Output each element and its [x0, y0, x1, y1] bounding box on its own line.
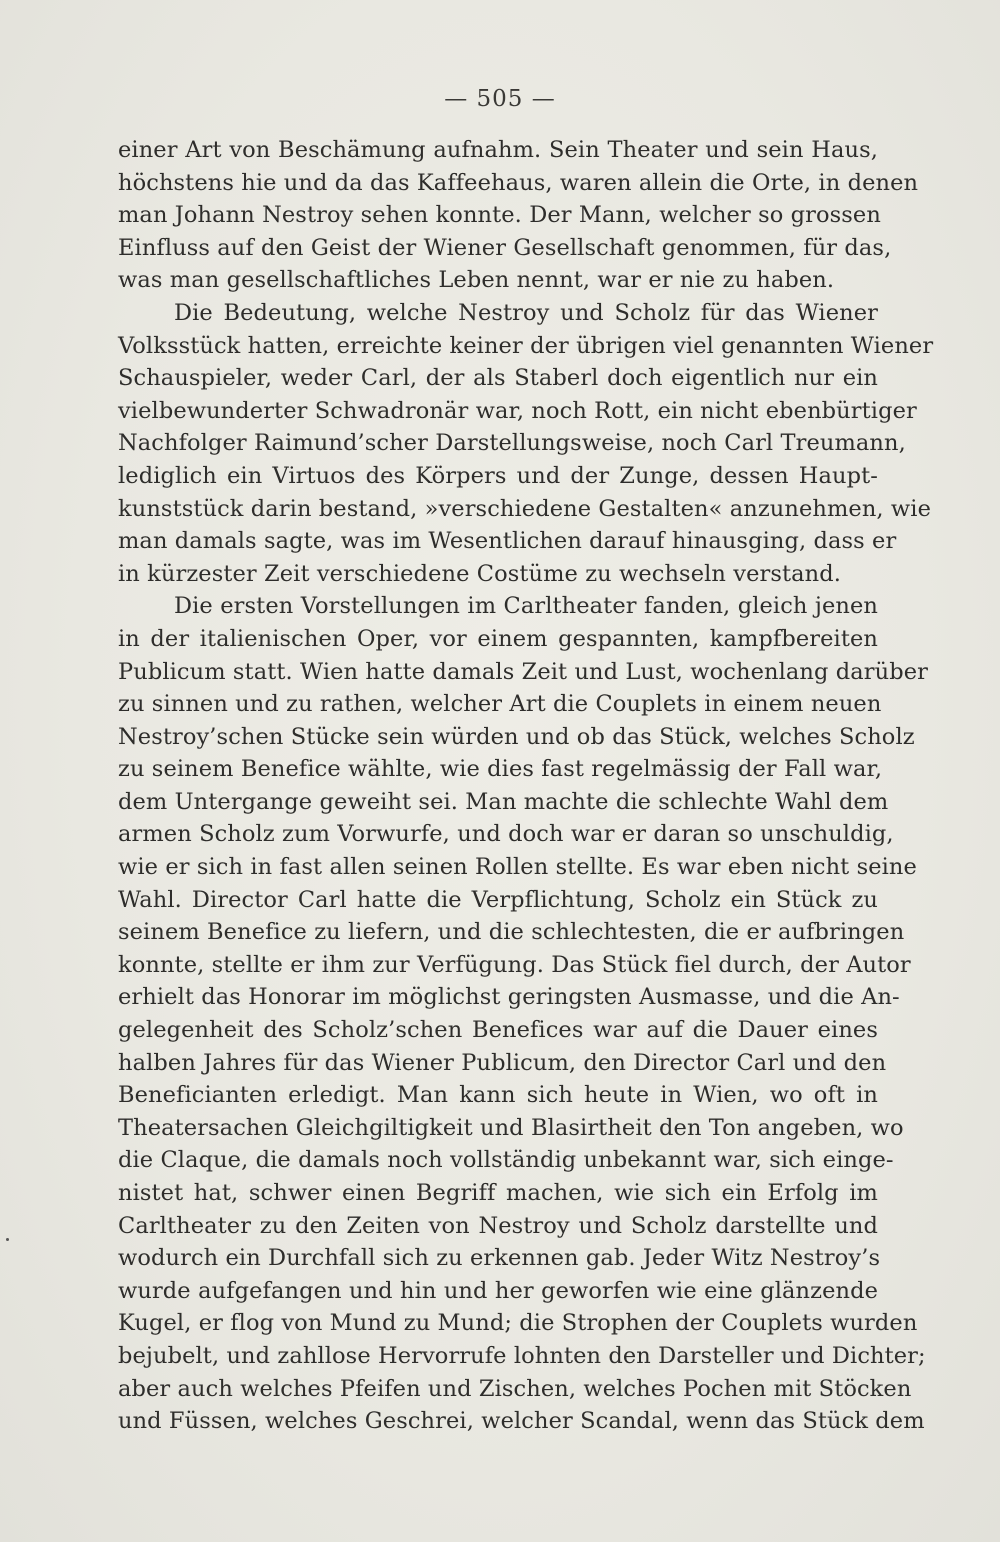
text-line: konnte, stellte er ihm zur Verfügung. Das Stück fiel durch, der Autor	[118, 951, 911, 978]
text-line: nistet hat, schwer einen Begriff machen, wie sich ein Erfolg im	[118, 1180, 878, 1206]
text-line: Wahl. Director Carl hatte die Verpflichtung, Scholz ein Stück zu	[118, 886, 878, 913]
text-line: Nestroy’schen Stücke sein würden und ob das Stück, welches Scholz	[118, 723, 915, 750]
text-line: Beneficianten erledigt. Man kann sich heute in Wien, wo oft in	[118, 1082, 878, 1109]
text-line: halben Jahres für das Wiener Publicum, den Director Carl und den	[118, 1049, 887, 1076]
text-line: Kugel, er flog von Mund zu Mund; die Strophen der Couplets wurden	[118, 1310, 918, 1337]
text-line: was man gesellschaftliches Leben nennt, war er nie zu haben.	[118, 267, 835, 294]
text-line: Theatersachen Gleichgiltigkeit und Blasirtheit den Ton angeben, wo	[118, 1114, 904, 1141]
text-line: gelegenheit des Scholz’schen Benefices war auf die Dauer eines	[118, 1017, 878, 1044]
text-line: einer Art von Beschämung aufnahm. Sein Theater und sein Haus,	[118, 137, 878, 163]
text-line: Volksstück hatten, erreichte keiner der übrigen viel genannten Wiener	[118, 332, 934, 359]
body-text	[118, 134, 934, 1438]
text-line: zu sinnen und zu rathen, welcher Art die Couplets in einem neuen	[118, 691, 882, 718]
text-line: Die ersten Vorstellungen im Carltheater fanden, gleich jenen	[174, 593, 878, 620]
text-line: Einfluss auf den Geist der Wiener Gesellschaft genommen, für das,	[118, 234, 892, 261]
text-line: wie er sich in fast allen seinen Rollen stellte. Es war eben nicht seine	[118, 854, 917, 881]
scan-speck	[6, 1238, 9, 1241]
text-line: zu seinem Benefice wählte, wie dies fast regelmässig der Fall war,	[118, 756, 883, 783]
text-line: die Claque, die damals noch vollständig unbekannt war, sich einge-	[118, 1147, 894, 1174]
text-line: kunststück darin bestand, »verschiedene Gestalten« anzunehmen, wie	[118, 495, 931, 522]
text-line: armen Scholz zum Vorwurfe, und doch war er daran so unschuldig,	[118, 821, 894, 848]
paragraph	[118, 590, 928, 1437]
text-line: aber auch welches Pfeifen und Zischen, welches Pochen mit Stöcken	[118, 1375, 912, 1402]
text-line: in der italienischen Oper, vor einem gespannten, kampfbereiten	[118, 625, 878, 652]
text-line: Die Bedeutung, welche Nestroy und Scholz für das Wiener	[174, 299, 878, 326]
text-line: Schauspieler, weder Carl, der als Staberl doch eigentlich nur ein	[118, 365, 878, 392]
text-line: man damals sagte, was im Wesentlichen darauf hinausging, dass er	[118, 528, 897, 555]
text-line: Carltheater zu den Zeiten von Nestroy und Scholz darstellte und	[118, 1212, 878, 1239]
text-line: dem Untergange geweiht sei. Man machte die schlechte Wahl dem	[118, 788, 889, 815]
text-line: und Füssen, welches Geschrei, welcher Scandal, wenn das Stück dem	[118, 1408, 925, 1435]
text-line: Publicum statt. Wien hatte damals Zeit und Lust, wochenlang darüber	[118, 658, 928, 685]
text-line: Nachfolger Raimund’scher Darstellungsweise, noch Carl Treumann,	[118, 430, 906, 457]
text-line: erhielt das Honorar im möglichst geringsten Ausmasse, und die An-	[118, 984, 900, 1011]
text-line: vielbewunderter Schwadronär war, noch Rott, ein nicht ebenbürtiger	[118, 397, 917, 424]
paragraph	[118, 134, 919, 297]
page-number: — 505 —	[444, 86, 556, 112]
text-line: man Johann Nestroy sehen konnte. Der Mann, welcher so grossen	[118, 202, 881, 229]
text-line: wurde aufgefangen und hin und her geworfen wie eine glänzende	[118, 1277, 878, 1304]
paragraph	[118, 297, 934, 590]
text-line: höchstens hie und da das Kaffeehaus, waren allein die Orte, in denen	[118, 169, 919, 196]
text-line: in kürzester Zeit verschiedene Costüme zu wechseln verstand.	[118, 560, 841, 587]
text-line: seinem Benefice zu liefern, und die schlechtesten, die er aufbringen	[118, 919, 905, 946]
text-line: lediglich ein Virtuos des Körpers und der Zunge, dessen Haupt-	[118, 462, 878, 489]
text-line: bejubelt, und zahllose Hervorrufe lohnten den Darsteller und Dichter;	[118, 1342, 926, 1369]
text-line: wodurch ein Durchfall sich zu erkennen gab. Jeder Witz Nestroy’s	[118, 1245, 881, 1272]
